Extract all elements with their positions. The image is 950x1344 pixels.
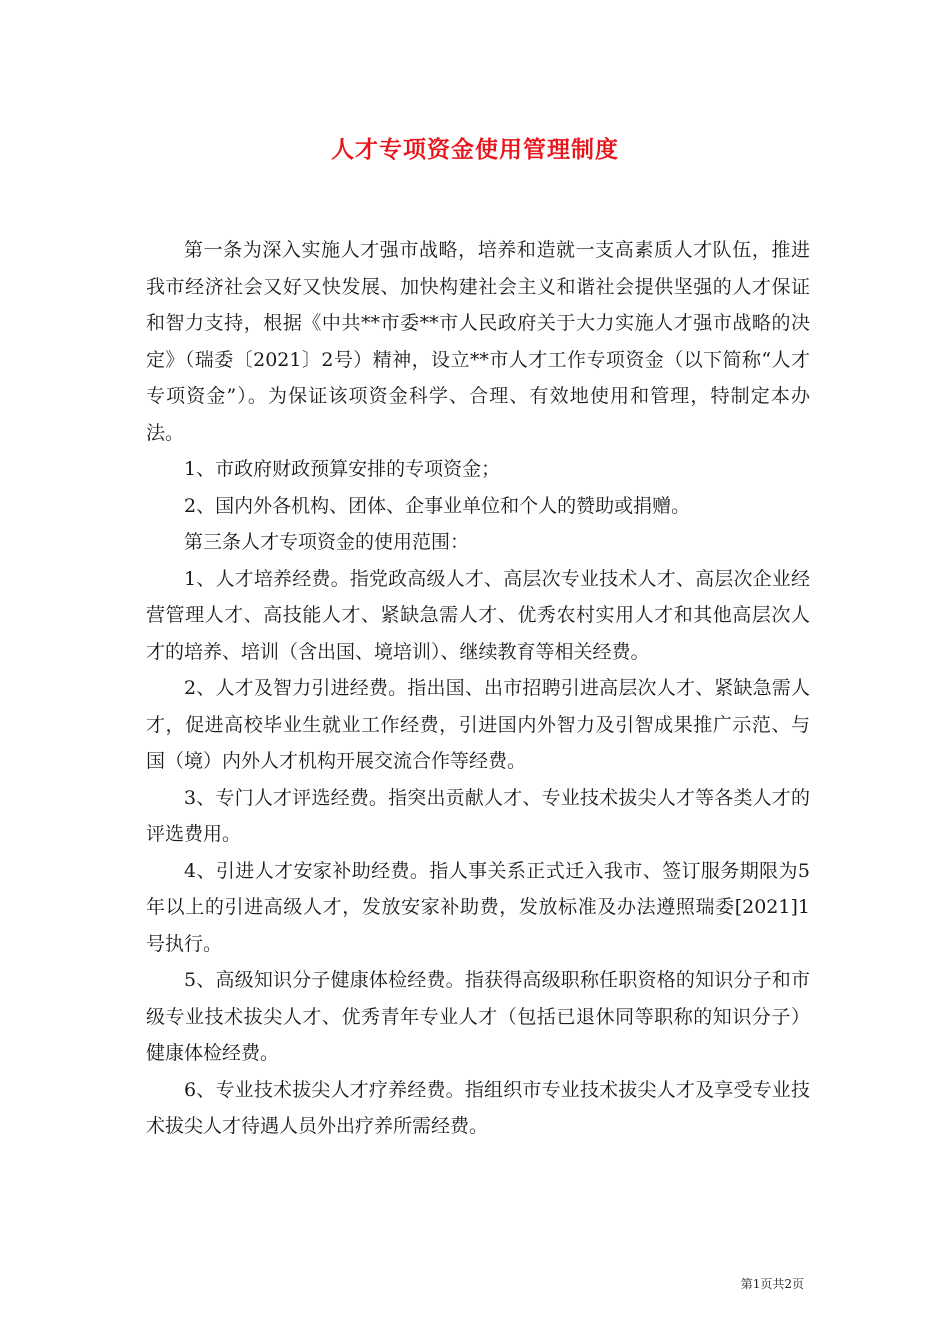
document-title: 人才专项资金使用管理制度 bbox=[331, 137, 619, 163]
document-body bbox=[146, 232, 810, 1145]
paragraph-source-1: 1、市政府财政预算安排的专项资金； bbox=[184, 458, 501, 480]
paragraph-article-3: 第三条人才专项资金的使用范围： bbox=[184, 531, 470, 553]
paragraph-item-6: 6、专业技术拔尖人才疗养经费。指组织市专业技术拔尖人才及享受专业技术拔尖人才待遇人员外出疗养所需经费。 bbox=[146, 1078, 810, 1137]
paragraph-item-4: 4、引进人才安家补助经费。指人事关系正式迁入我市、签订服务期限为5年以上的引进高级人才，发放安家补助费，发放标准及办法遵照瑞委[2021]1号执行。 bbox=[146, 859, 810, 955]
paragraph-item-2: 2、人才及智力引进经费。指出国、出市招聘引进高层次人才、紧缺急需人才，促进高校毕业生就业工作经费，引进国内外智力及引智成果推广示范、与国（境）内外人才机构开展交流合作等经费。 bbox=[146, 677, 810, 772]
paragraph-item-3: 3、专门人才评选经费。指突出贡献人才、专业技术拔尖人才等各类人才的评选费用。 bbox=[146, 786, 810, 845]
paragraph-article-1: 第一条为深入实施人才强市战略，培养和造就一支高素质人才队伍，推进我市经济社会又好又快发展、加快构建社会主义和谐社会提供坚强的人才保证和智力支持，根据《中共**市委**市人民政府关于大力实施人才强市战略的决定》（瑞委〔2021〕2号）精神，设立**市人才工作专项资金（以下简称“人才专项资金”）。为保证该项资金科学、合理、有效地使用和管理，特制定本办法。 bbox=[146, 239, 810, 444]
paragraph-item-1: 1、人才培养经费。指党政高级人才、高层次专业技术人才、高层次企业经营管理人才、高技能人才、紧缺急需人才、优秀农村实用人才和其他高层次人才的培养、培训（含出国、境培训）、继续教育等相关经费。 bbox=[146, 567, 810, 663]
paragraph-source-2: 2、国内外各机构、团体、企事业单位和个人的赞助或捐赠。 bbox=[184, 494, 691, 517]
paragraph-item-5: 5、高级知识分子健康体检经费。指获得高级职称任职资格的知识分子和市级专业技术拔尖人才、优秀青年专业人才（包括已退休同等职称的知识分子）健康体检经费。 bbox=[146, 969, 810, 1064]
page-number: 第1页共2页 bbox=[740, 1277, 804, 1291]
